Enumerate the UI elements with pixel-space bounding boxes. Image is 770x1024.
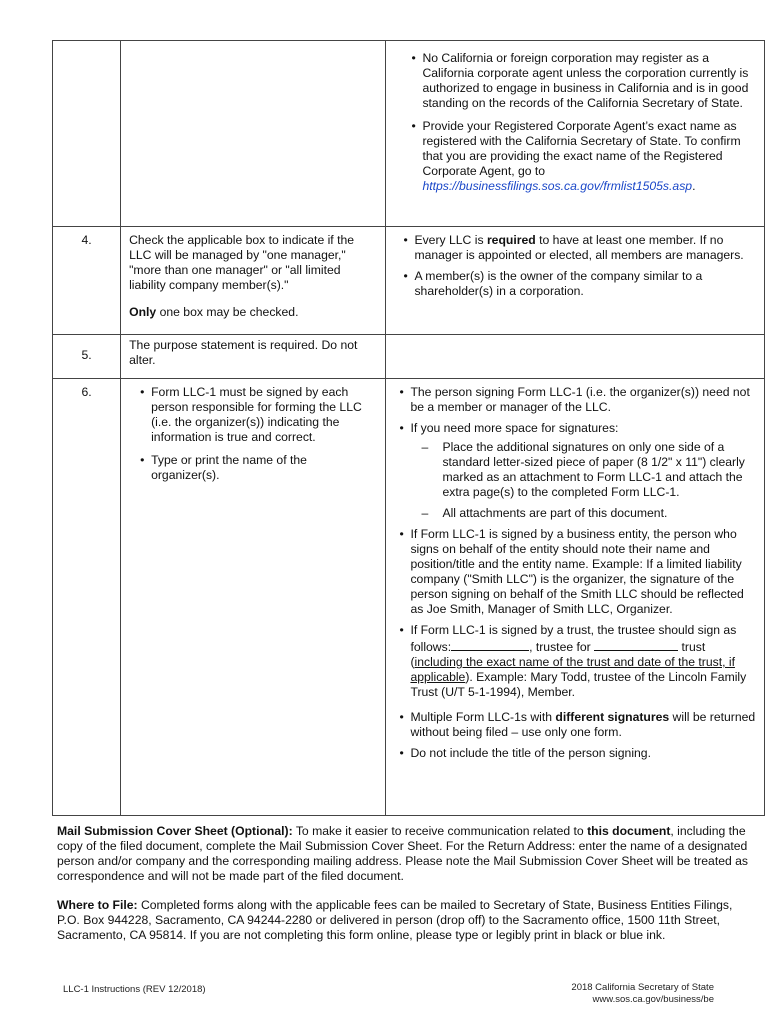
- instruction-cell: [121, 379, 386, 816]
- list-item: • If you need more space for signatures: – Place the additional signatures on only one side of a standard letter-sized piece of paper (8 1/2" x 11") clearly marked as an attachment to Form LLC-1 and attach the extra page(s) to the completed Form LLC-1. – All attachments are part of this document.: [410, 421, 756, 521]
- blank-line: [451, 638, 529, 651]
- notes-cell: [386, 41, 765, 227]
- footer-website: www.sos.ca.gov/business/be: [592, 994, 714, 1005]
- where-to-file-paragraph: Where to File: Completed forms along with the applicable fees can be mailed to Secretary of State, Business Entities Filings, P.O. Box 944228, Sacramento, CA 94244-2280 or delivered in person (drop off) to the Sacramento office, 1500 11th Street, Sacramento, CA 95814. If you are not completing this form online, please type or legibly print in black or blue ink.: [57, 898, 733, 942]
- list-item: • If Form LLC-1 is signed by a trust, the trustee should sign as follows: , trustee for trust (including the exact name of the trust and date of the trust, if applicable). Example: Mary Todd, trustee of the Lincoln Family Trust (U/T 5-1-1994), Member.: [410, 623, 756, 700]
- list-item: • Multiple Form LLC-1s with different signatures will be returned without being filed – use only one form.: [410, 710, 756, 740]
- mail-submission-paragraph: Mail Submission Cover Sheet (Optional): To make it easier to receive communication related to this document, including the copy of the filed document, complete the Mail Submission Cover Sheet. For the Return Address: enter the name of a designated person and/or company and the corresponding mailing address. Please note the Mail Submission Cover Sheet will be treated as correspondence and will not be made part of the filed document.: [57, 824, 749, 883]
- list-item: – Place the additional signatures on only one side of a standard letter-sized piece of paper (8 1/2" x 11") clearly marked as an attachment to Form LLC-1 and attach the extra page(s) to the completed Form LLC-1.: [442, 440, 756, 500]
- mail-submission-heading: Mail Submission Cover Sheet (Optional):: [57, 824, 293, 838]
- list-item: • Type or print the name of the organizer(s).: [151, 453, 377, 483]
- instruction-cell: The purpose statement is required. Do not alter.: [121, 335, 386, 379]
- where-to-file-heading: Where to File:: [57, 898, 138, 912]
- list-item: – All attachments are part of this document.: [442, 506, 756, 521]
- list-item: • A member(s) is the owner of the company similar to a shareholder(s) in a corporation.: [414, 269, 756, 299]
- footer-form-id: LLC-1 Instructions (REV 12/2018): [63, 984, 206, 995]
- row-number: 6.: [53, 379, 121, 816]
- table-row: [53, 41, 765, 227]
- blank-line: [594, 638, 678, 651]
- list-item: • Form LLC-1 must be signed by each person responsible for forming the LLC (i.e. the organizer(s)) indicating the information is true and correct.: [151, 385, 377, 445]
- footer-copyright: 2018 California Secretary of State www.sos.ca.gov/business/be: [571, 982, 714, 1005]
- notes-cell: [386, 379, 765, 816]
- list-item: • The person signing Form LLC-1 (i.e. the organizer(s)) need not be a member or manager of the LLC.: [410, 385, 756, 415]
- instructions-table: [52, 40, 765, 816]
- notes-cell: [386, 227, 765, 335]
- table-row: [53, 227, 765, 335]
- list-item: • Do not include the title of the person signing.: [410, 746, 756, 761]
- list-item: • If Form LLC-1 is signed by a business entity, the person who signs on behalf of the entity should note their name and position/title and the entity name. Example: If a limited liability company ("Smith LLC") is the organizer, the signature of the person signing on behalf of the Smith LLC should be reflected as Joe Smith, Manager of Smith LLC, Organizer.: [410, 527, 756, 617]
- row-number-cell: [53, 41, 121, 227]
- instruction-text: Check the applicable box to indicate if the LLC will be managed by "one manager," "more than one manager" or "all limited liability company member(s).": [129, 233, 355, 292]
- list-item: • Provide your Registered Corporate Agent’s exact name as registered with the California Secretary of State. To confirm that you are providing the exact name of the Registered Corporate Agent, go to https://businessfilings.sos.ca.gov/frmlist1505s.asp.: [422, 119, 756, 194]
- row-number: 4.: [53, 227, 121, 335]
- table-row: [53, 335, 765, 379]
- list-item: • Every LLC is required to have at least one member. If no manager is appointed or elected, all members are managers.: [414, 233, 756, 263]
- list-item: • No California or foreign corporation may register as a California corporate agent unless the corporation currently is authorized to engage in business in California and is in good standing on the records of the California Secretary of State.: [422, 51, 756, 111]
- instruction-cell: Check the applicable box to indicate if the LLC will be managed by "one manager," "more than one manager" or "all limited liability company member(s)." Only one box may be checked.: [121, 227, 386, 335]
- table-row: [53, 379, 765, 816]
- registered-agent-link[interactable]: https://businessfilings.sos.ca.gov/frmlist1505s.asp: [422, 179, 693, 193]
- instruction-cell: [121, 41, 386, 227]
- row-number: 5.: [53, 335, 121, 379]
- notes-cell: [386, 335, 765, 379]
